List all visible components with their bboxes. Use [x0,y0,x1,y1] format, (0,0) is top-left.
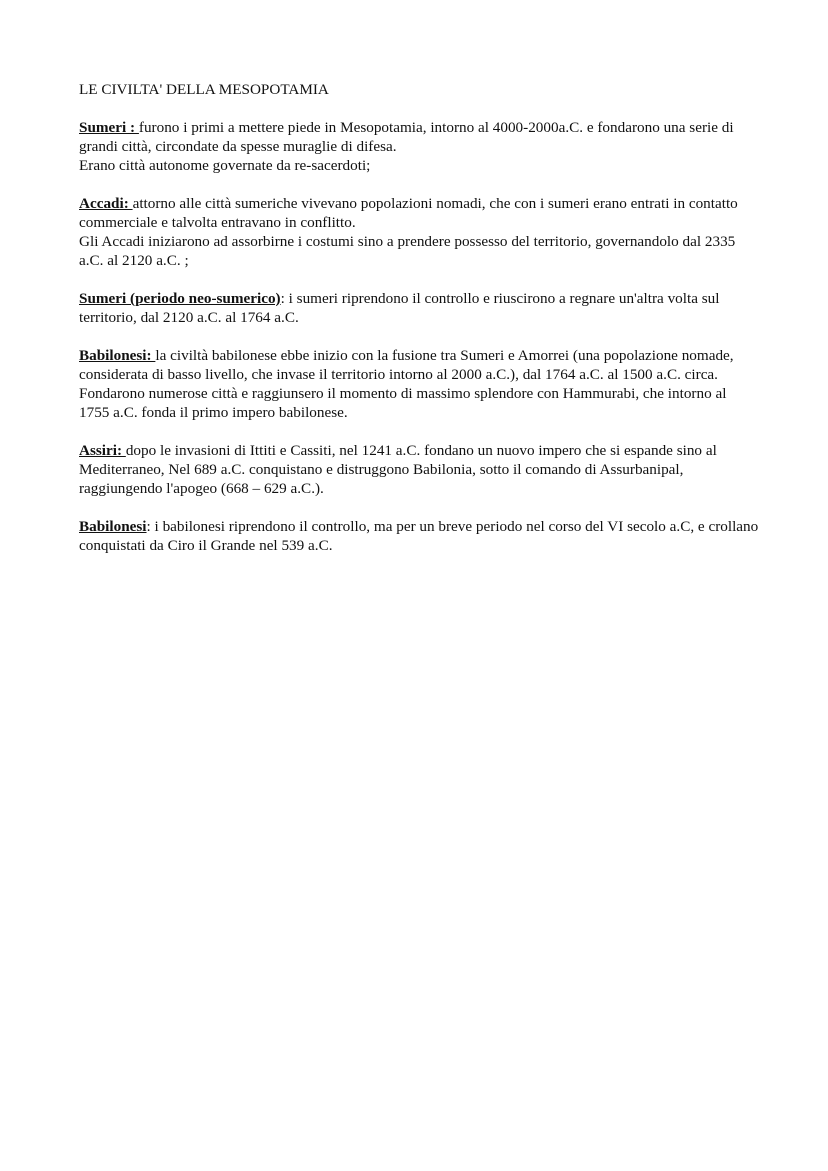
section-babilonesi-late [79,517,759,555]
document-title: LE CIVILTA' DELLA MESOPOTAMIA [79,81,329,98]
section-paragraph: Gli Accadi iniziarono ad assorbirne i costumi sino a prendere possesso del territorio, governandolo dal 2335 a.C. al 2120 a.C. ; [79,233,736,269]
section-paragraph: Erano città autonome governate da re-sacerdoti; [79,157,371,174]
section-text: furono i primi a mettere piede in Mesopotamia, intorno al 4000-2000a.C. e fondarono una serie di grandi città, circondate da spesse muraglie di difesa. [79,119,734,155]
section-text: la civiltà babilonese ebbe inizio con la fusione tra Sumeri e Amorrei (una popolazione nomade, considerata di basso livello, che invase il territorio intorno al 2000 a.C.), dal 1764 a.C. al 1500 a.C. circa. [79,347,734,383]
section-sumeri [79,118,759,175]
section-accadi [79,194,759,270]
section-heading: Sumeri (periodo neo-sumerico) [79,290,281,307]
section-paragraph: Fondarono numerose città e raggiunsero il momento di massimo splendore con Hammurabi, che intorno al 1755 a.C. fonda il primo impero babilonese. [79,385,727,421]
section-paragraph [79,441,759,498]
section-sumeri-neo [79,289,759,327]
section-paragraph [79,517,759,555]
section-heading: Babilonesi [79,518,147,535]
section-paragraph [79,346,759,384]
section-text: dopo le invasioni di Ittiti e Cassiti, nel 1241 a.C. fondano un nuovo impero che si espande sino al Mediterraneo, Nel 689 a.C. conquistano e distruggono Babilonia, sotto il comando di Assurbanipal, raggiungendo l'apogeo (668 – 629 a.C.). [79,442,717,497]
section-heading: Accadi: [79,195,133,212]
section-heading: Assiri: [79,442,126,459]
section-paragraph [79,289,759,327]
document-content [79,80,759,574]
section-babilonesi [79,346,759,422]
section-text: : i sumeri riprendono il controllo e riuscirono a regnare un'altra volta sul territorio, dal 2120 a.C. al 1764 a.C. [79,290,720,326]
section-text: attorno alle città sumeriche vivevano popolazioni nomadi, che con i sumeri erano entrati in contatto commerciale e talvolta entravano in conflitto. [79,195,738,231]
section-text: : i babilonesi riprendono il controllo, ma per un breve periodo nel corso del VI secolo a.C, e crollano conquistati da Ciro il Grande nel 539 a.C. [79,518,759,554]
section-heading: Sumeri : [79,119,139,136]
section-assiri [79,441,759,498]
section-paragraph [79,118,759,156]
section-paragraph [79,194,759,232]
section-heading: Babilonesi: [79,347,156,364]
